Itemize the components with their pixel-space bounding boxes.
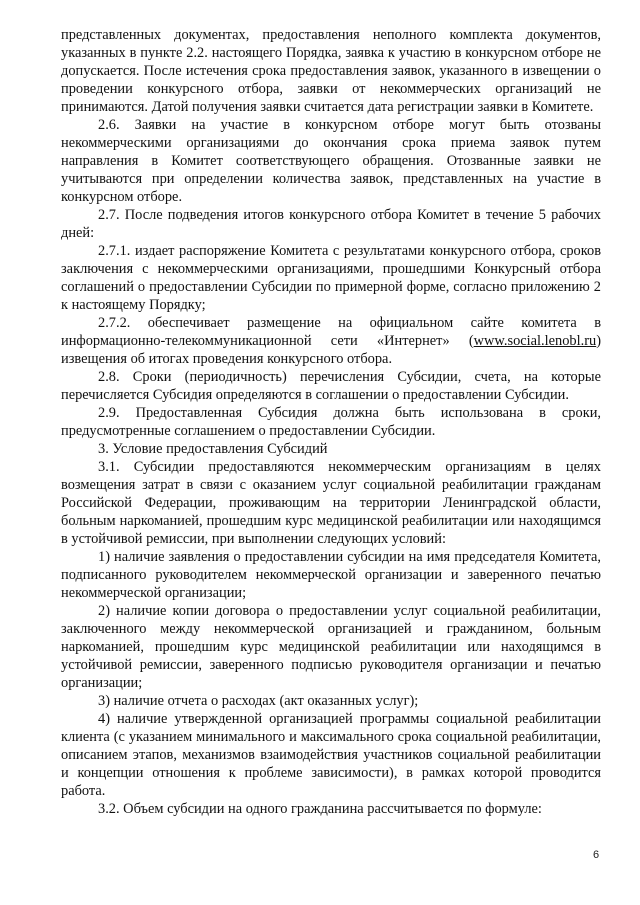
social-site-link[interactable]: www.social.lenobl.ru xyxy=(473,333,597,349)
paragraph-2-7-2-text-before: 2.7.2. обеспечивает размещение на официальном сайте комитета в информационно-телекоммуникационной сети «Интернет» ( xyxy=(61,315,601,349)
section-3-title: 3. Условие предоставления Субсидий xyxy=(98,441,328,457)
paragraph-2-6: 2.6. Заявки на участие в конкурсном отборе могут быть отозваны некоммерческими организациями до окончания срока приема заявок путем направления в Комитет соответствующего обращения. Отозванные заявки не учитываются при определении количества заявок, представленных на участие в конкурсном отборе. xyxy=(61,117,601,205)
paragraph-2-7-2-text-after: ) извещения об итогах проведения конкурсного отбора. xyxy=(61,333,601,367)
condition-3: 3) наличие отчета о расходах (акт оказанных услуг); xyxy=(98,693,419,709)
page-number: 6 xyxy=(593,849,600,861)
paragraph-2-7-1: 2.7.1. издает распоряжение Комитета с результатами конкурсного отбора, сроков заключения с некоммерческими организациями, прошедшими Конкурсный отбора соглашений о предоставлении Субсидии по примерной форме, согласно приложению 2 к настоящему Порядку; xyxy=(61,243,601,313)
paragraph-2-8: 2.8. Сроки (периодичность) перечисления Субсидии, счета, на которые перечисляется Субсидия определяются в соглашении о предоставлении Субсидии. xyxy=(61,369,601,403)
paragraph-3-1: 3.1. Субсидии предоставляются некоммерческим организациям в целях возмещения затрат в связи с оказанием услуг социальной реабилитации гражданам Российской Федерации, проживающим на территории Ленинградской области, больным наркоманией, прошедшим курс медицинской реабилитации или находящимся в устойчивой ремиссии, при выполнении следующих условий: xyxy=(61,459,601,547)
paragraph-3-2: 3.2. Объем субсидии на одного гражданина рассчитывается по формуле: xyxy=(98,801,542,817)
paragraph-2-7-2 xyxy=(61,314,601,368)
condition-1: 1) наличие заявления о предоставлении субсидии на имя председателя Комитета, подписанного руководителем некоммерческой организации и заверенного печатью некоммерческой организации; xyxy=(61,549,601,601)
paragraph-continuation: представленных документах, предоставления неполного комплекта документов, указанных в пункте 2.2. настоящего Порядка, заявка к участию в конкурсном отборе не допускается. После истечения срока предоставления заявок, указанного в извещении о проведении конкурсного отбора, заявки от некоммерческих организаций не принимаются. Датой получения заявки считается дата регистрации заявки в Комитете. xyxy=(61,27,601,115)
paragraph-2-7: 2.7. После подведения итогов конкурсного отбора Комитет в течение 5 рабочих дней: xyxy=(61,207,601,241)
condition-2: 2) наличие копии договора о предоставлении услуг социальной реабилитации, заключенного между некоммерческой организацией и гражданином, больным наркоманией, прошедшим курс медицинской реабилитации или находящимся в устойчивой ремиссии, заверенного подписью руководителя организации и печатью организации; xyxy=(61,603,601,691)
document-page xyxy=(61,26,601,818)
condition-4: 4) наличие утвержденной организацией программы социальной реабилитации клиента (с указанием минимального и максимального срока социальной реабилитации, описанием этапов, механизмов взаимодействия участников социальной реабилитации и концепции отношения к проблеме зависимости), в рамках которой проводится работа. xyxy=(61,711,601,799)
paragraph-2-9: 2.9. Предоставленная Субсидия должна быть использована в сроки, предусмотренные соглашением о предоставлении Субсидии. xyxy=(61,405,601,439)
